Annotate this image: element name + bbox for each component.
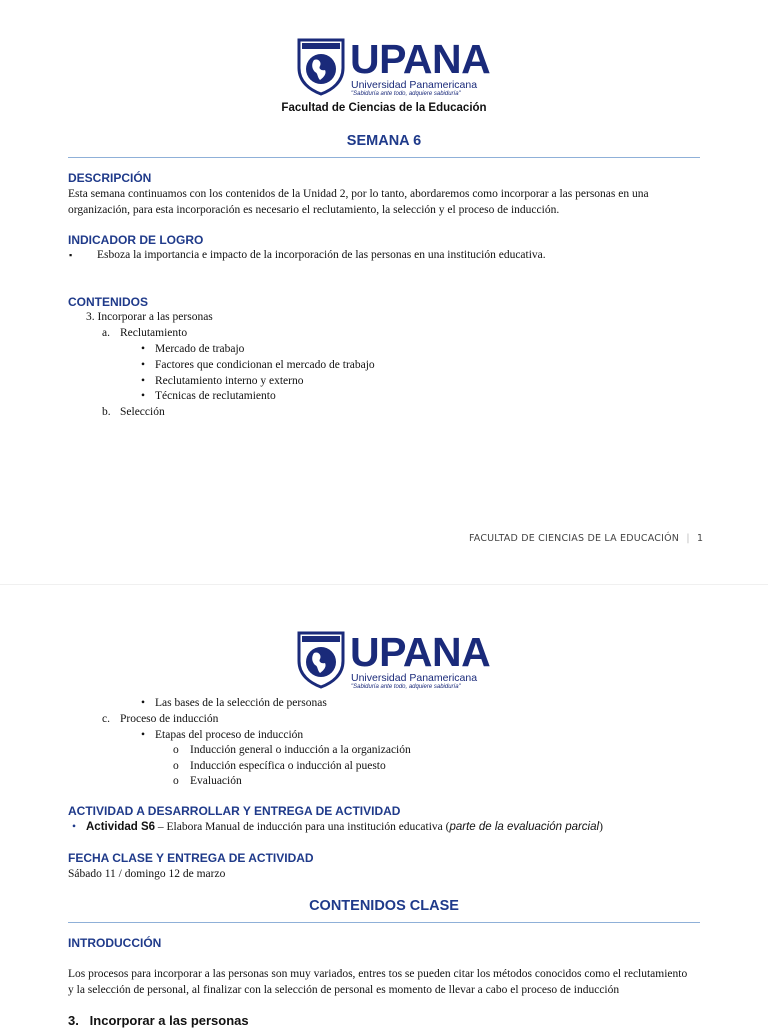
upana-shield-icon [296,631,346,689]
activity-text: Elabora Manual de inducción para una institución educativa ( [166,821,450,833]
bullet-icon: • [141,359,146,371]
contents-c-item: Etapas del proceso de inducción [155,729,304,741]
activity-dash: – [155,821,167,833]
schedule-text: Sábado 11 / domingo 12 de marzo [68,868,226,880]
contents-a-item: Factores que condicionan el mercado de trabajo [155,359,375,371]
square-bullet-icon: ▪ [69,250,73,260]
activity-heading: ACTIVIDAD A DESARROLLAR Y ENTREGA DE ACTIVIDAD [68,804,401,818]
activity-item [86,820,603,836]
faculty-heading: Facultad de Ciencias de la Educación [281,102,487,114]
circle-bullet-icon: o [173,744,179,756]
upana-logo [296,629,491,693]
activity-note: parte de la evaluación parcial [449,821,600,833]
schedule-heading: FECHA CLASE Y ENTREGA DE ACTIVIDAD [68,851,314,865]
achievement-item: Esboza la importancia e impacto de la incorporación de las personas en una institución educativa. [97,249,546,261]
description-line-2: organización, para esta incorporación es necesario el reclutamiento, la selección y el proceso de inducción. [68,204,560,216]
activity-label: Actividad S6 [86,821,156,833]
contents-c-subitem: Inducción específica o inducción al puesto [190,760,386,772]
contents-a-item: Mercado de trabajo [155,343,245,355]
contents-c-subitem: Evaluación [190,775,242,787]
bullet-icon: • [141,390,146,402]
contents-b-label: b. [102,406,111,418]
contents-heading: CONTENIDOS [68,295,149,309]
bullet-icon: • [141,729,146,741]
upana-logo [296,36,491,100]
logo-motto: "Sabiduría ante todo, adquiere sabiduría" [351,91,461,97]
contents-item-3: 3. Incorporar a las personas [86,311,213,323]
week-title: SEMANA 6 [346,133,422,149]
section-3-title: 3. Incorporar a las personas [68,1013,249,1028]
bullet-icon: • [141,343,146,355]
logo-wordmark: UPANA [350,629,491,675]
page-footer [469,533,703,544]
contents-a-item: Técnicas de reclutamiento [155,390,276,402]
introduction-line-1: Los procesos para incorporar a las personas son muy variados, entres tos se pueden citar los métodos conocidos como el reclutamiento [68,968,688,980]
logo-subtitle: Universidad Panamericana [351,672,478,684]
contents-b-text: Selección [120,406,165,418]
logo-subtitle: Universidad Panamericana [351,79,478,91]
footer-page-number: 1 [696,533,704,544]
class-title-divider [68,922,700,923]
footer-separator: | [686,533,690,544]
logo-wordmark: UPANA [350,36,491,82]
activity-close: ) [599,821,603,833]
achievement-heading: INDICADOR DE LOGRO [68,233,204,247]
title-divider [68,157,700,158]
class-contents-title: CONTENIDOS CLASE [309,898,459,914]
upana-shield-icon [296,38,346,96]
page-break [0,584,768,585]
contents-b-item: Las bases de la selección de personas [155,697,327,709]
introduction-line-2: y la selección de personal, al finalizar con la selección de personal es momento de llevar a cabo el proceso de inducción [68,984,620,996]
circle-bullet-icon: o [173,775,179,787]
contents-c-label: c. [102,713,110,725]
description-heading: DESCRIPCIÓN [68,171,152,185]
circle-bullet-icon: o [173,760,179,772]
contents-c-subitem: Inducción general o inducción a la organización [190,744,411,756]
contents-c-text: Proceso de inducción [120,713,219,725]
description-line-1: Esta semana continuamos con los contenidos de la Unidad 2, por lo tanto, abordaremos como incorporar a las personas en una [68,188,649,200]
logo-motto: "Sabiduría ante todo, adquiere sabiduría" [351,684,461,690]
introduction-heading: INTRODUCCIÓN [68,936,162,950]
contents-a-label: a. [102,327,110,339]
footer-text: FACULTAD DE CIENCIAS DE LA EDUCACIÓN [469,533,680,544]
bullet-icon: • [141,375,146,387]
contents-a-item: Reclutamiento interno y externo [155,375,304,387]
bullet-icon: • [141,697,146,709]
contents-a-text: Reclutamiento [120,327,188,339]
bullet-icon: • [72,821,77,833]
